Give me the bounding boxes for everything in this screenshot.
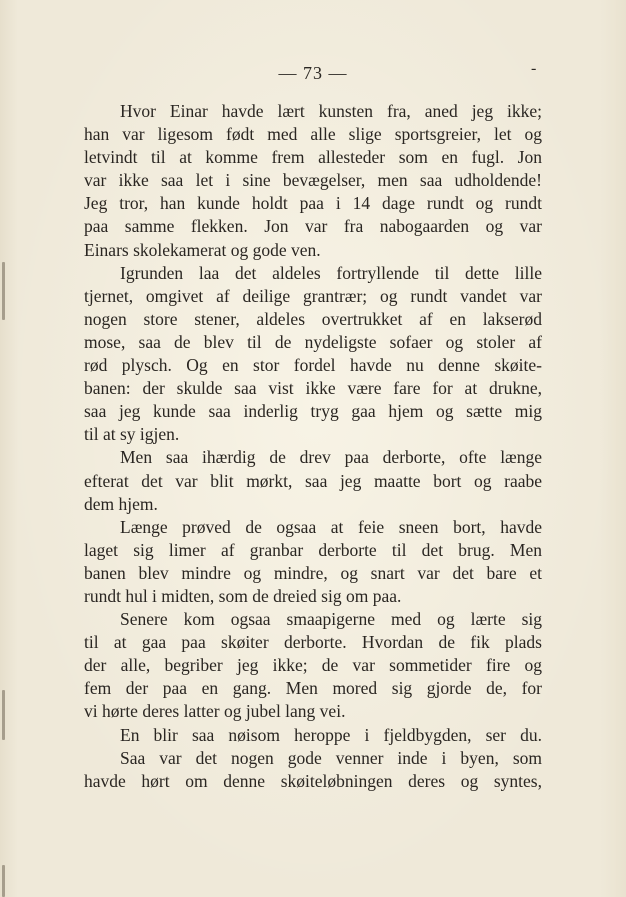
text-line: til at gaa paa skøiter derborte. Hvordan de fik plads — [84, 632, 542, 653]
text-line: Hvor Einar havde lært kunsten fra, aned jeg ikke; — [120, 101, 542, 121]
text-line: dem hjem. — [84, 493, 158, 514]
text-line: Men saa ihærdig de drev paa derborte, ofte længe — [120, 447, 542, 468]
text-line: rød plysch. Og en stor fordel havde nu denne skøite- — [84, 355, 542, 376]
text-line: mose, saa de blev til de nydeligste sofaer og stoler af — [84, 331, 542, 352]
text-line: banen blev mindre og mindre, og snart var det bare et — [84, 562, 542, 583]
text-line: han var ligesom født med alle slige sportsgreier, let og — [84, 124, 542, 145]
text-line: laget sig limer af granbar derborte til det brug. Men — [84, 539, 542, 560]
text-line: vi hørte deres latter og jubel lang vei. — [84, 701, 346, 722]
text-line: nogen store stener, aldeles overtrukket af en lakserød — [84, 308, 542, 329]
spine-shadow-mark — [2, 690, 5, 740]
text-line: tjernet, omgivet af deilige grantrær; og rundt vandet var — [84, 285, 542, 306]
text-line: rundt hul i midten, som de dreied sig om paa. — [84, 585, 402, 606]
text-line: der alle, begriber jeg ikke; de var sommetider fire og — [84, 655, 542, 676]
text-line: Igrunden laa det aldeles fortryllende til dette lille — [120, 262, 542, 283]
text-line: Senere kom ogsaa smaapigerne med og lærte sig — [120, 609, 542, 630]
text-line: havde hørt om denne skøiteløbningen deres og syntes, — [84, 770, 542, 791]
spine-shadow-mark — [2, 865, 5, 897]
text-line: fem der paa en gang. Men mored sig gjorde de, for — [84, 678, 542, 699]
text-line: Saa var det nogen gode venner inde i byen, som — [120, 747, 542, 768]
text-line: efterat det var blit mørkt, saa jeg maatte bort og raabe — [84, 470, 542, 491]
stray-mark: - — [531, 60, 537, 77]
page-number: — 73 — — [278, 63, 348, 83]
text-line: En blir saa nøisom heroppe i fjeldbygden, ser du. — [120, 724, 542, 745]
text-line: til at sy igjen. — [84, 424, 180, 445]
text-line: banen: der skulde saa vist ikke være fare for at drukne, — [84, 378, 542, 399]
text-line: var ikke saa let i sine bevægelser, men saa udholdende! — [84, 170, 542, 191]
body-text — [84, 100, 542, 793]
text-line: letvindt til at komme frem allesteder som en fugl. Jon — [84, 147, 542, 168]
text-line: Einars skolekamerat og gode ven. — [84, 239, 321, 260]
text-line: Jeg tror, han kunde holdt paa i 14 dage rundt og rundt — [84, 193, 542, 214]
text-line: Længe prøved de ogsaa at feie sneen bort, havde — [120, 516, 542, 537]
text-line: saa jeg kunde saa inderlig tryg gaa hjem og sætte mig — [84, 401, 542, 422]
text-line: paa samme flekken. Jon var fra nabogaarden og var — [84, 216, 542, 237]
spine-shadow-mark — [2, 262, 5, 320]
